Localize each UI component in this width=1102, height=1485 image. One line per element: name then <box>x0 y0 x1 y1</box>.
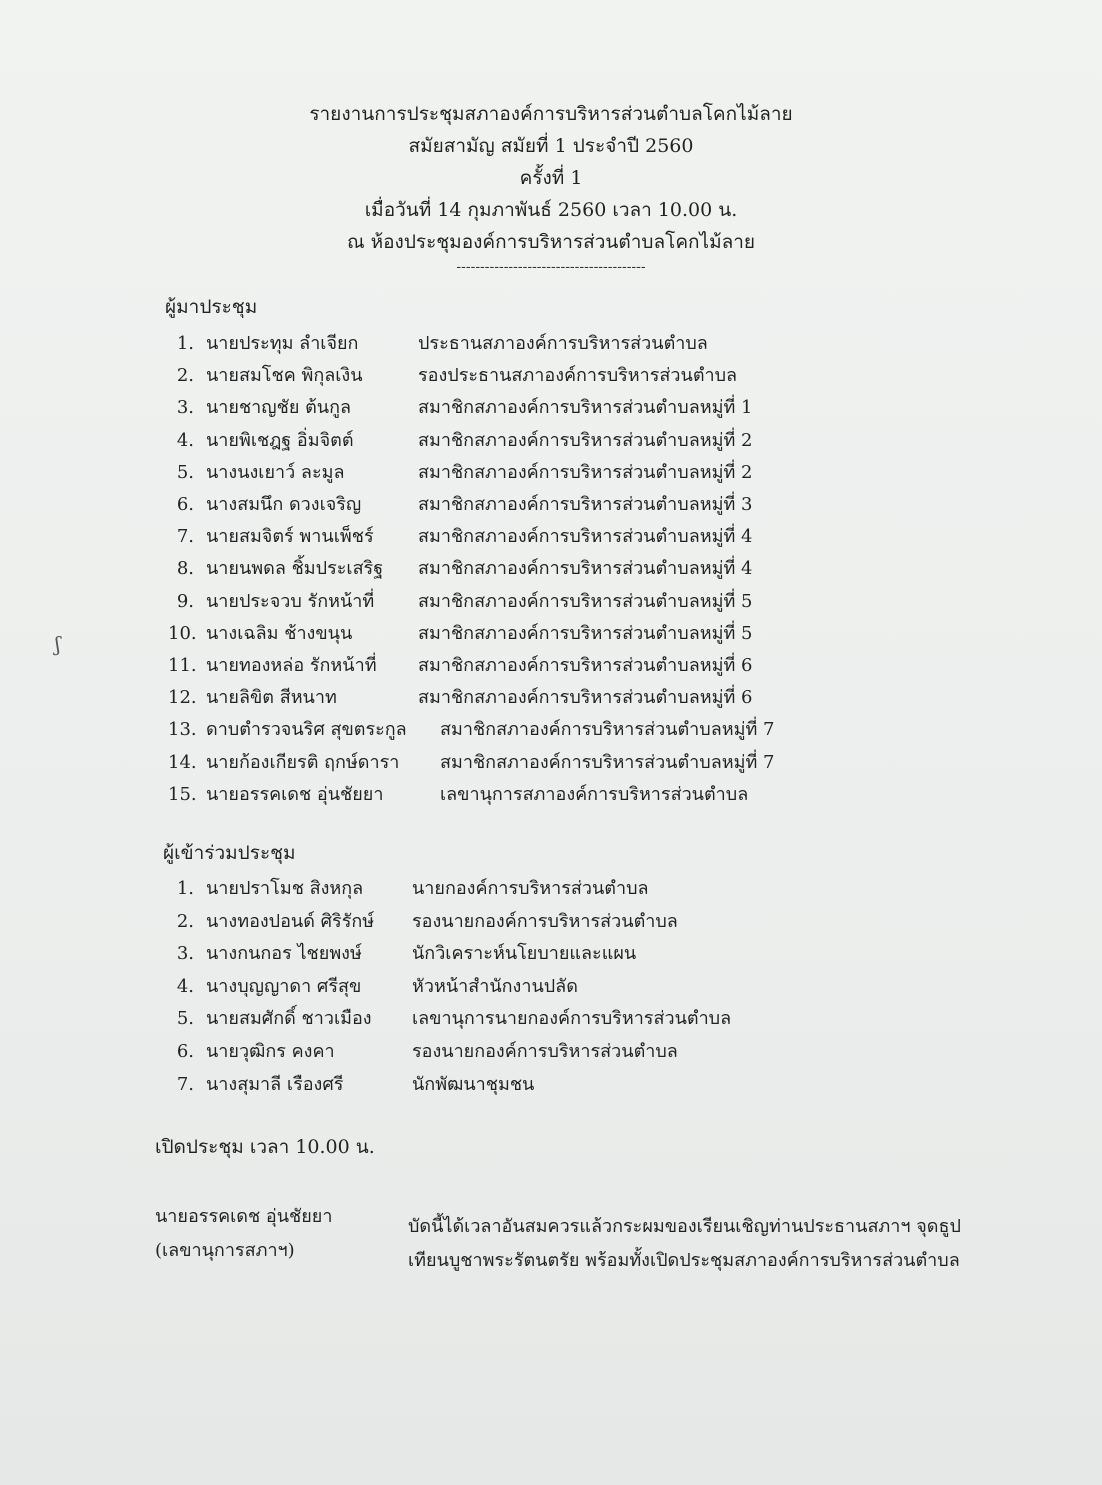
item-name: นายชาญชัย ต้นกูล <box>206 397 352 419</box>
item-number: 15. <box>168 783 197 805</box>
header-meeting-number: ครั้งที่ 1 <box>519 167 583 189</box>
header-date: เมื่อวันที่ 14 กุมภาพันธ์ 2560 เวลา 10.00 น. <box>364 199 738 221</box>
item-number: 13. <box>168 719 197 741</box>
list-item <box>168 489 968 518</box>
list-item <box>168 971 968 1000</box>
item-number: 10. <box>168 622 197 644</box>
item-number: 3. <box>176 397 194 419</box>
item-number: 3. <box>176 943 194 965</box>
item-role: รองนายกองค์การบริหารส่วนตำบล <box>412 910 678 932</box>
item-name: นายลิขิต สีหนาท <box>206 687 337 709</box>
list-item <box>168 747 968 776</box>
item-number: 12. <box>168 687 197 709</box>
item-number: 14. <box>168 751 197 773</box>
item-name: นายสมจิตร์ พานเพ็ชร์ <box>206 526 374 548</box>
item-number: 7. <box>176 1073 194 1095</box>
item-role: หัวหน้าสำนักงานปลัด <box>412 975 578 997</box>
list-item <box>168 553 968 582</box>
list-item <box>168 938 968 967</box>
speech-line-1: บัดนี้ได้เวลาอันสมควรแล้วกระผมของเรียนเชิญท่านประธานสภาฯ จุดธูป <box>408 1216 961 1237</box>
header-location: ณ ห้องประชุมองค์การบริหารส่วนตำบลโคกไม้ลาย <box>346 231 756 253</box>
item-number: 4. <box>176 975 194 997</box>
item-name: นางทองปอนด์ ศิริรักษ์ <box>206 910 375 932</box>
item-name: นางสุมาลี เรืองศรี <box>206 1073 344 1095</box>
list-item <box>168 1069 968 1098</box>
item-role: สมาชิกสภาองค์การบริหารส่วนตำบลหมู่ที่ 2 <box>418 429 753 451</box>
item-role: สมาชิกสภาองค์การบริหารส่วนตำบลหมู่ที่ 7 <box>440 751 775 773</box>
attendees-title: ผู้มาประชุม <box>165 296 258 318</box>
item-role: สมาชิกสภาองค์การบริหารส่วนตำบลหมู่ที่ 6 <box>418 655 753 676</box>
item-role: สมาชิกสภาองค์การบริหารส่วนตำบลหมู่ที่ 5 <box>418 590 753 612</box>
list-item <box>168 392 968 421</box>
item-name: นางกนกอร ไชยพงษ์ <box>206 943 362 965</box>
item-role: สมาชิกสภาองค์การบริหารส่วนตำบลหมู่ที่ 7 <box>440 719 775 741</box>
item-name: นายก้องเกียรติ ฤกษ์ดารา <box>206 751 400 773</box>
item-role: สมาชิกสภาองค์การบริหารส่วนตำบลหมู่ที่ 4 <box>418 558 753 580</box>
list-item <box>168 328 968 357</box>
item-role: ประธานสภาองค์การบริหารส่วนตำบล <box>418 333 708 354</box>
item-role: สมาชิกสภาองค์การบริหารส่วนตำบลหมู่ที่ 2 <box>418 461 753 483</box>
item-number: 8. <box>176 558 194 580</box>
scan-mark: ʃ <box>55 632 61 656</box>
item-role: รองประธานสภาองค์การบริหารส่วนตำบล <box>418 365 738 387</box>
item-role: นักวิเคราะห์นโยบายและแผน <box>412 943 637 965</box>
list-item <box>168 779 968 808</box>
item-role: เลขานุการสภาองค์การบริหารส่วนตำบล <box>440 783 749 805</box>
item-number: 1. <box>176 333 194 354</box>
item-name: นางนงเยาว์ ละมูล <box>206 461 345 483</box>
list-item <box>168 650 968 679</box>
list-item <box>168 586 968 615</box>
item-name: นายประจวบ รักหน้าที่ <box>206 590 375 612</box>
speaker-name: นายอรรคเดช อุ่นชัยยา <box>155 1206 333 1227</box>
list-item <box>168 457 968 486</box>
item-role: นายกองค์การบริหารส่วนตำบล <box>412 878 649 899</box>
header-title: รายงานการประชุมสภาองค์การบริหารส่วนตำบลโคกไม้ลาย <box>309 103 793 125</box>
item-name: นายประทุม ลำเจียก <box>206 333 359 354</box>
item-number: 1. <box>176 878 194 899</box>
item-role: สมาชิกสภาองค์การบริหารส่วนตำบลหมู่ที่ 6 <box>418 687 753 709</box>
item-name: นางเฉลิม ช้างขนุน <box>206 622 353 644</box>
list-item <box>168 360 968 389</box>
speaker-block <box>155 1200 332 1268</box>
item-role: เลขานุการนายกองค์การบริหารส่วนตำบล <box>412 1008 732 1030</box>
item-name: นายสมศักดิ์ ชาวเมือง <box>206 1008 372 1030</box>
item-name: นายสมโชค พิกุลเงิน <box>206 365 363 387</box>
item-number: 4. <box>176 429 194 451</box>
speech-line-2: เทียนบูชาพระรัตนตรัย พร้อมทั้งเปิดประชุมสภาองค์การบริหารส่วนตำบล <box>408 1250 960 1271</box>
item-number: 2. <box>176 365 194 387</box>
item-name: ดาบตำรวจนริศ สุขตระกูล <box>206 719 407 741</box>
list-item <box>168 682 968 711</box>
list-item <box>168 906 968 935</box>
list-item <box>168 1036 968 1065</box>
list-item <box>168 873 968 902</box>
list-item <box>168 618 968 647</box>
item-number: 9. <box>176 590 194 612</box>
item-number: 5. <box>176 461 194 483</box>
list-item <box>168 714 968 743</box>
item-role: สมาชิกสภาองค์การบริหารส่วนตำบลหมู่ที่ 1 <box>418 397 753 419</box>
item-role: สมาชิกสภาองค์การบริหารส่วนตำบลหมู่ที่ 4 <box>418 526 753 548</box>
participants-title: ผู้เข้าร่วมประชุม <box>163 842 296 864</box>
item-number: 5. <box>176 1008 194 1030</box>
item-number: 11. <box>168 655 197 676</box>
item-role: สมาชิกสภาองค์การบริหารส่วนตำบลหมู่ที่ 5 <box>418 622 753 644</box>
item-name: นางบุญญาดา ศรีสุข <box>206 975 362 997</box>
item-name: นายพิเชฎฐ อิ่มจิตต์ <box>206 429 354 451</box>
header-divider: ---------------------------------------- <box>456 259 646 275</box>
item-name: นายวุฒิกร คงคา <box>206 1041 335 1062</box>
item-role: รองนายกองค์การบริหารส่วนตำบล <box>412 1041 678 1062</box>
item-role: สมาชิกสภาองค์การบริหารส่วนตำบลหมู่ที่ 3 <box>418 494 753 515</box>
item-name: นายอรรคเดช อุ่นชัยยา <box>206 783 384 805</box>
item-name: นายทองหล่อ รักหน้าที่ <box>206 655 377 676</box>
speech-text <box>408 1210 968 1278</box>
document-header <box>0 98 1102 276</box>
item-number: 6. <box>176 1041 194 1062</box>
header-session: สมัยสามัญ สมัยที่ 1 ประจำปี 2560 <box>408 135 694 157</box>
item-number: 2. <box>176 910 194 932</box>
list-item <box>168 521 968 550</box>
list-item <box>168 1003 968 1032</box>
item-name: นายปราโมช สิงหกุล <box>206 878 364 899</box>
opening-statement: เปิดประชุม เวลา 10.00 น. <box>155 1136 375 1158</box>
item-number: 7. <box>176 526 194 548</box>
item-role: นักพัฒนาชุมชน <box>412 1073 535 1095</box>
item-name: นางสมนึก ดวงเจริญ <box>206 494 362 515</box>
speaker-title: (เลขานุการสภาฯ) <box>155 1240 295 1261</box>
item-number: 6. <box>176 494 194 515</box>
item-name: นายนพดล ชิ้มประเสริฐ <box>206 558 384 580</box>
list-item <box>168 425 968 454</box>
